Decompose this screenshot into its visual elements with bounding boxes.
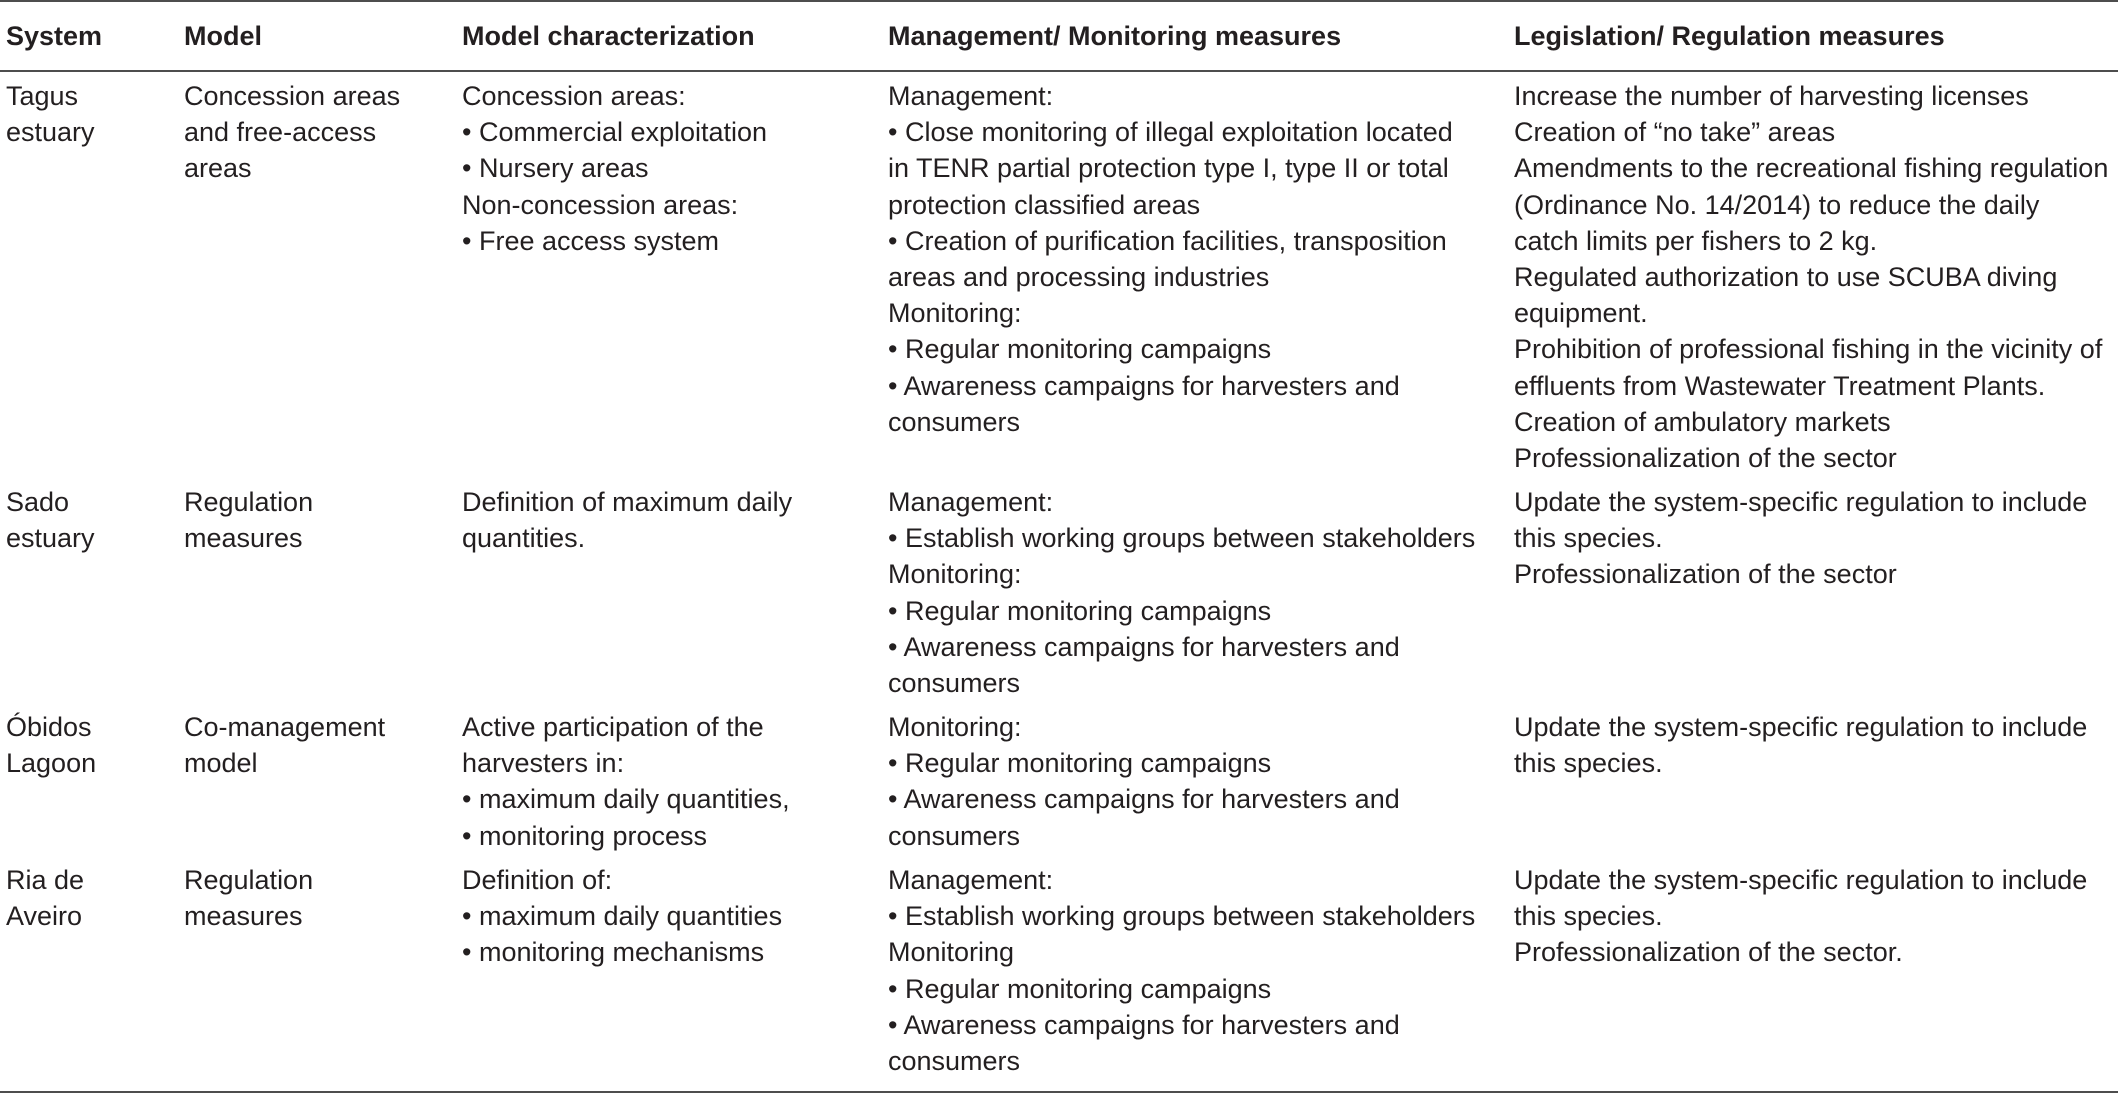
legislation-cell — [1514, 709, 2087, 781]
cell-line: estuary — [6, 117, 95, 148]
cell-line: • Commercial exploitation — [462, 117, 768, 148]
cell-line: consumers — [888, 1046, 1021, 1077]
cell-line: Professionalization of the sector — [1514, 559, 1897, 590]
header-system: System — [6, 21, 103, 51]
cell-line: Update the system-specific regulation to include — [1514, 487, 2088, 517]
management-cell — [888, 709, 1400, 854]
cell-line: Monitoring: — [888, 712, 1022, 742]
cell-line: Concession areas — [184, 81, 401, 111]
table-bottom-rule — [0, 1091, 2118, 1093]
cell-line: consumers — [888, 820, 1021, 851]
cell-line: • Awareness campaigns for harvesters and — [888, 784, 1400, 815]
cell-line: Aveiro — [6, 901, 83, 932]
cell-line: Regulation — [184, 865, 314, 895]
header-management-monitoring: Management/ Monitoring measures — [888, 21, 1342, 51]
cell-line: Creation of “no take” areas — [1514, 117, 1836, 148]
cell-line: Update the system-specific regulation to include — [1514, 865, 2088, 895]
management-cell — [888, 484, 1475, 701]
cell-line: areas and processing industries — [888, 262, 1270, 293]
characterization-cell — [462, 709, 790, 854]
model-cell — [184, 709, 385, 781]
cell-line: Concession areas: — [462, 81, 686, 111]
cell-line: Definition of maximum daily — [462, 487, 793, 517]
header-model-characterization: Model characterization — [462, 21, 755, 51]
cell-line: • Regular monitoring campaigns — [888, 334, 1272, 365]
model-cell — [184, 484, 313, 556]
cell-line: Sado — [6, 487, 70, 517]
cell-line: Professionalization of the sector. — [1514, 937, 1903, 968]
cell-line: areas — [184, 153, 252, 184]
cell-line: Tagus — [6, 81, 79, 111]
cell-line: • Regular monitoring campaigns — [888, 973, 1272, 1004]
cell-line: and free-access — [184, 117, 377, 148]
cell-line: Amendments to the recreational fishing regulation — [1514, 153, 2109, 184]
cell-line: • Nursery areas — [462, 153, 649, 184]
cell-line: catch limits per fishers to 2 kg. — [1514, 225, 1878, 256]
cell-line: protection classified areas — [888, 189, 1201, 220]
model-cell — [184, 862, 313, 934]
cell-line: • Awareness campaigns for harvesters and — [888, 631, 1400, 662]
cell-line: consumers — [888, 668, 1021, 699]
system-cell — [6, 78, 95, 150]
cell-line: in TENR partial protection type I, type II or total — [888, 153, 1449, 184]
system-cell — [6, 862, 84, 934]
header-model: Model — [184, 21, 262, 51]
cell-line: Monitoring: — [888, 298, 1022, 329]
table-header-rule — [0, 70, 2118, 72]
cell-line: (Ordinance No. 14/2014) to reduce the daily — [1514, 189, 2040, 220]
table-top-rule — [0, 0, 2118, 2]
cell-line: Lagoon — [6, 748, 97, 779]
cell-line: Non-concession areas: — [462, 189, 739, 220]
cell-line: Regulation — [184, 487, 314, 517]
cell-line: • Awareness campaigns for harvesters and — [888, 370, 1400, 401]
model-cell — [184, 78, 400, 187]
cell-line: Active participation of the — [462, 712, 764, 742]
cell-line: Definition of: — [462, 865, 613, 895]
cell-line: Co-management — [184, 712, 386, 742]
cell-line: measures — [184, 523, 303, 554]
characterization-cell — [462, 484, 792, 556]
cell-line: • Establish working groups between stakeholders — [888, 523, 1476, 554]
cell-line: • Close monitoring of illegal exploitation located — [888, 117, 1453, 148]
cell-line: • Free access system — [462, 225, 720, 256]
cell-line: • monitoring process — [462, 820, 708, 851]
legislation-cell — [1514, 862, 2087, 971]
cell-line: harvesters in: — [462, 748, 625, 779]
characterization-cell — [462, 862, 782, 971]
cell-line: • Regular monitoring campaigns — [888, 595, 1272, 626]
cell-line: measures — [184, 901, 303, 932]
cell-line: Management: — [888, 865, 1054, 895]
cell-line: • Awareness campaigns for harvesters and — [888, 1009, 1400, 1040]
cell-line: Óbidos — [6, 712, 92, 742]
system-cell — [6, 709, 96, 781]
cell-line: Management: — [888, 81, 1054, 111]
characterization-cell — [462, 78, 767, 259]
cell-line: effluents from Wastewater Treatment Plants. — [1514, 370, 2046, 401]
cell-line: • Creation of purification facilities, transposition — [888, 225, 1447, 256]
cell-line: Creation of ambulatory markets — [1514, 406, 1891, 437]
cell-line: model — [184, 748, 258, 779]
cell-line: Prohibition of professional fishing in the vicinity of — [1514, 334, 2103, 365]
cell-line: this species. — [1514, 748, 1663, 779]
cell-line: Monitoring: — [888, 559, 1022, 590]
legislation-cell — [1514, 484, 2087, 593]
cell-line: equipment. — [1514, 298, 1648, 329]
cell-line: consumers — [888, 406, 1021, 437]
cell-line: Update the system-specific regulation to include — [1514, 712, 2088, 742]
cell-line: Increase the number of harvesting licenses — [1514, 81, 2029, 111]
cell-line: • maximum daily quantities, — [462, 784, 790, 815]
cell-line: Management: — [888, 487, 1054, 517]
legislation-cell — [1514, 78, 2108, 476]
cell-line: Regulated authorization to use SCUBA diving — [1514, 262, 2058, 293]
cell-line: • maximum daily quantities — [462, 901, 783, 932]
cell-line: • Regular monitoring campaigns — [888, 748, 1272, 779]
cell-line: this species. — [1514, 523, 1663, 554]
cell-line: Ria de — [6, 865, 85, 895]
cell-line: • Establish working groups between stakeholders — [888, 901, 1476, 932]
cell-line: estuary — [6, 523, 95, 554]
cell-line: Monitoring — [888, 937, 1015, 968]
cell-line: quantities. — [462, 523, 586, 554]
cell-line: this species. — [1514, 901, 1663, 932]
system-cell — [6, 484, 95, 556]
cell-line: Professionalization of the sector — [1514, 443, 1897, 474]
management-cell — [888, 862, 1475, 1079]
management-cell — [888, 78, 1453, 440]
header-legislation-regulation: Legislation/ Regulation measures — [1514, 21, 1945, 51]
cell-line: • monitoring mechanisms — [462, 937, 765, 968]
